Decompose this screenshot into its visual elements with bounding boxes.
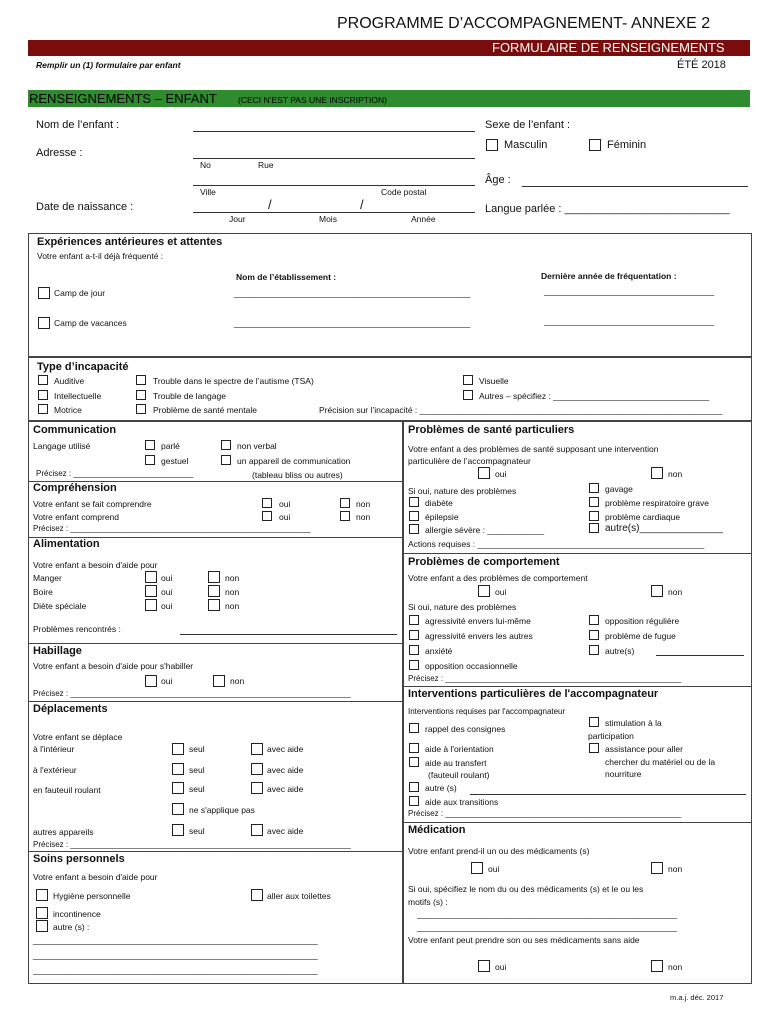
allergie-field[interactable]: allergie sévère : ____________ (425, 525, 545, 535)
langue-label[interactable]: Langue parlée : ___________________________ (485, 203, 730, 215)
stimulation-checkbox[interactable] (589, 717, 599, 727)
auditive-label: Auditive (54, 376, 85, 386)
boire-label: Boire (33, 587, 53, 597)
ville-field[interactable] (193, 185, 475, 186)
oui-label: oui (495, 469, 507, 479)
medication-line-1[interactable]: _______________________________________________________ (417, 909, 678, 919)
fauteuil-roulant-label: (fauteuil roulant) (428, 770, 490, 780)
autre-soins-checkbox[interactable] (36, 920, 48, 932)
avec-aide-label: avec aide (267, 826, 304, 836)
manger-label: Manger (33, 573, 62, 583)
autres-aide-checkbox[interactable] (251, 824, 263, 836)
epilepsie-checkbox[interactable] (409, 511, 419, 521)
seul-label: seul (189, 784, 205, 794)
tableau-label: (tableau bliss ou autres) (252, 470, 343, 480)
comportement-non-checkbox[interactable] (651, 585, 663, 597)
anxiete-checkbox[interactable] (409, 645, 419, 655)
assistance-label-3: nourriture (605, 769, 642, 779)
seul-label: seul (189, 765, 205, 775)
rue-label: Rue (258, 160, 274, 170)
comprendre-non-checkbox[interactable] (340, 498, 350, 508)
problemes-rencontres-label: Problèmes rencontrés : (33, 624, 121, 634)
experiences-question: Votre enfant a-t-il déjà fréquenté : (37, 251, 164, 261)
diabete-label: diabète (425, 498, 453, 508)
date-label: Date de naissance : (36, 201, 134, 213)
langage-label: Trouble de langage (153, 391, 226, 401)
comprendre-oui-checkbox[interactable] (262, 498, 272, 508)
diabete-checkbox[interactable] (409, 497, 419, 507)
non-verbal-checkbox[interactable] (221, 440, 231, 450)
gavage-checkbox[interactable] (589, 483, 599, 493)
nom-field[interactable] (193, 131, 475, 132)
gavage-label: gavage (605, 484, 633, 494)
slash-1: / (268, 197, 272, 212)
appareil-checkbox[interactable] (221, 455, 231, 465)
feminin-checkbox[interactable] (589, 139, 601, 151)
langage-checkbox[interactable] (136, 390, 146, 400)
oui-label: oui (161, 676, 173, 686)
langage-utilise-label: Langage utilisé (33, 441, 91, 451)
comportement-precisez-field[interactable]: Précisez : _____________________________________________________ (408, 674, 682, 683)
sante-nature: Si oui, nature des problèmes (408, 486, 517, 496)
fugue-label: problème de fugue (605, 631, 676, 641)
medication-line-2[interactable]: _______________________________________________________ (417, 922, 678, 932)
non-label: non (356, 499, 371, 509)
ne-sapplique-checkbox[interactable] (172, 803, 184, 815)
camp-vacances-checkbox[interactable] (38, 317, 50, 329)
assistance-label: assistance pour aller (605, 744, 683, 754)
masculin-checkbox[interactable] (486, 139, 498, 151)
soins-line-1[interactable]: ________________________________________________________________ (33, 936, 318, 945)
non-label: non (225, 601, 240, 611)
diete-non-checkbox[interactable] (208, 599, 220, 611)
comprehension-q2: Votre enfant comprend (33, 512, 120, 522)
avec-aide-label: avec aide (267, 744, 304, 754)
problemes-rencontres-field[interactable] (180, 634, 397, 635)
intellectuelle-checkbox[interactable] (38, 390, 48, 400)
manger-oui-checkbox[interactable] (145, 571, 157, 583)
divider (28, 701, 403, 702)
rappel-label: rappel des consignes (425, 724, 506, 734)
exterieur-seul-checkbox[interactable] (172, 763, 184, 775)
date-field[interactable] (193, 212, 475, 213)
autre-intervention-label: autre (s) (425, 783, 457, 793)
precision-incapacite-field[interactable]: Précision sur l’incapacité : ________________________________________________________________ (319, 405, 723, 415)
motrice-checkbox[interactable] (38, 404, 48, 414)
sante-non-checkbox[interactable] (651, 467, 663, 479)
soins-line-2[interactable]: ________________________________________________________________ (33, 951, 318, 960)
autres-comportement-field[interactable] (656, 655, 744, 656)
oui-label: oui (279, 512, 291, 522)
oui-label: oui (161, 587, 173, 597)
fauteuil-label: en fauteuil roulant (33, 785, 101, 795)
oui-label: oui (161, 573, 173, 583)
autre-soins-label: autre (s) : (53, 922, 90, 932)
non-label: non (668, 864, 683, 874)
agr-lui-checkbox[interactable] (409, 615, 419, 625)
ville-label: Ville (200, 187, 216, 197)
oui-label: oui (161, 601, 173, 611)
interieur-seul-checkbox[interactable] (172, 743, 184, 755)
fauteuil-aide-checkbox[interactable] (251, 782, 263, 794)
non-verbal-label: non verbal (237, 441, 277, 451)
habillage-precisez-field[interactable]: Précisez : _______________________________________________________________ (33, 689, 351, 698)
autres-seul-checkbox[interactable] (172, 824, 184, 836)
cardiaque-checkbox[interactable] (589, 511, 599, 521)
adresse-field[interactable] (193, 158, 475, 159)
boire-oui-checkbox[interactable] (145, 585, 157, 597)
deplacements-precisez-field[interactable]: Précisez : _______________________________________________________________ (33, 840, 351, 849)
opp-occ-checkbox[interactable] (409, 660, 419, 670)
age-field[interactable] (522, 186, 748, 187)
non-label: non (356, 512, 371, 522)
respiratoire-checkbox[interactable] (589, 497, 599, 507)
gestuel-label: gestuel (161, 456, 189, 466)
divider (403, 553, 752, 554)
interventions-precisez-field[interactable]: Précisez : _____________________________________________________ (408, 809, 682, 818)
comprend-oui-checkbox[interactable] (262, 511, 272, 521)
avec-aide-label: avec aide (267, 765, 304, 775)
habillage-non-checkbox[interactable] (213, 675, 225, 687)
autres-incapacite-field[interactable]: Autres – spécifiez : _________________________________ (479, 391, 710, 401)
sante-q2: particulière de l’accompagnateur (408, 456, 531, 466)
appareil-label: un appareil de communication (237, 456, 351, 466)
communication-precisez-field[interactable]: Précisez : ___________________________ (36, 469, 194, 478)
incontinence-label: incontinence (53, 909, 101, 919)
gestuel-checkbox[interactable] (145, 455, 155, 465)
camp-vacances-label: Camp de vacances (54, 318, 127, 328)
seul-label: seul (189, 744, 205, 754)
sante-mentale-label: Problème de santé mentale (153, 405, 257, 415)
medication-q2b: motifs (s) : (408, 897, 448, 907)
communication-title: Communication (33, 424, 117, 436)
transitions-label: aide aux transitions (425, 797, 499, 807)
masculin-label: Masculin (504, 139, 548, 151)
sante-oui-checkbox[interactable] (478, 467, 490, 479)
soins-intro: Votre enfant a besoin d'aide pour (33, 872, 158, 882)
interventions-title: Interventions particulières de l'accompagnateur (408, 688, 659, 700)
camp-jour-checkbox[interactable] (38, 287, 50, 299)
banner-text: FORMULAIRE DE RENSEIGNEMENTS (492, 40, 725, 55)
sante-mentale-checkbox[interactable] (136, 404, 146, 414)
exterieur-label: à l'extérieur (33, 765, 77, 775)
parle-checkbox[interactable] (145, 440, 155, 450)
opp-occ-label: opposition occasionnelle (425, 661, 518, 671)
allergie-checkbox[interactable] (409, 524, 419, 534)
interventions-intro: Interventions requises par l'accompagnateur (408, 707, 566, 716)
experiences-title: Expériences antérieures et attentes (37, 236, 223, 248)
comprehension-precisez-field[interactable]: Précisez : ______________________________________________________ (33, 524, 311, 533)
footer-update: m.a.j. déc. 2017 (670, 993, 724, 1002)
transfert-label: aide au transfert (425, 758, 487, 768)
assistance-checkbox[interactable] (589, 743, 599, 753)
hygiene-label: Hygiène personnelle (53, 891, 131, 901)
cardiaque-label: problème cardiaque (605, 512, 681, 522)
autres-incapacite-checkbox[interactable] (463, 390, 473, 400)
camp-jour-etab-field[interactable]: __________________________________________________ (234, 288, 471, 298)
oui-label: oui (495, 587, 507, 597)
interieur-label: à l'intérieur (33, 744, 75, 754)
jour-label: Jour (229, 214, 246, 224)
section-title-enfant: RENSEIGNEMENTS – ENFANT (29, 91, 217, 106)
toilettes-checkbox[interactable] (251, 889, 263, 901)
visuelle-checkbox[interactable] (463, 375, 473, 385)
divider (28, 643, 403, 644)
manger-non-checkbox[interactable] (208, 571, 220, 583)
sante-q1: Votre enfant a des problèmes de santé supposant une intervention (408, 444, 659, 454)
auditive-checkbox[interactable] (38, 375, 48, 385)
form-title: PROGRAMME D’ACCOMPAGNEMENT- ANNEXE 2 (337, 15, 711, 32)
habillage-title: Habillage (33, 645, 82, 657)
autres-comportement-checkbox[interactable] (589, 645, 599, 655)
camp-vacances-annee-field[interactable]: ____________________________________ (544, 316, 715, 326)
diete-label: Diète spéciale (33, 601, 87, 611)
anxiete-label: anxiété (425, 646, 453, 656)
non-label: non (225, 587, 240, 597)
medication-q1: Votre enfant prend-il un ou des médicaments (s) (408, 846, 590, 856)
code-postal-label: Code postal (381, 187, 427, 197)
divider (403, 822, 752, 823)
soins-line-3[interactable]: ________________________________________________________________ (33, 966, 318, 975)
assistance-label-2: chercher du matériel ou de la (605, 757, 716, 767)
opp-reg-label: opposition régulière (605, 616, 680, 626)
transitions-checkbox[interactable] (409, 796, 419, 806)
section-note: (CECI N’EST PAS UNE INSCRIPTION) (238, 95, 387, 105)
mois-label: Mois (319, 214, 337, 224)
comprehension-q1: Votre enfant se fait comprendre (33, 499, 152, 509)
autre-intervention-field[interactable] (470, 794, 746, 795)
orientation-checkbox[interactable] (409, 743, 419, 753)
agr-lui-label: agressivité envers lui-même (425, 616, 531, 626)
alimentation-intro: Votre enfant a besoin d'aide pour (33, 560, 158, 570)
incapacite-title: Type d’incapacité (37, 361, 129, 373)
fugue-checkbox[interactable] (589, 630, 599, 640)
orientation-label: aide à l'orientation (425, 744, 494, 754)
toilettes-label: aller aux toilettes (267, 891, 331, 901)
autres-appareils-label: autres appareils (33, 827, 94, 837)
slash-2: / (360, 197, 364, 212)
epilepsie-label: épilepsie (425, 512, 459, 522)
divider (403, 686, 752, 687)
boire-non-checkbox[interactable] (208, 585, 220, 597)
autres-sante-field[interactable]: autre(s)_______________ (605, 523, 723, 534)
actions-requises-field[interactable]: Actions requises : ________________________________________________ (408, 539, 705, 549)
rappel-checkbox[interactable] (409, 723, 419, 733)
comportement-nature: Si oui, nature des problèmes (408, 602, 517, 612)
agr-autres-checkbox[interactable] (409, 630, 419, 640)
medication-oui-checkbox[interactable] (471, 862, 483, 874)
sante-title: Problèmes de santé particuliers (408, 424, 575, 436)
medication-q2a: Si oui, spécifiez le nom du ou des médicaments (s) et le ou les (408, 884, 644, 894)
fauteuil-seul-checkbox[interactable] (172, 782, 184, 794)
respiratoire-label: problème respiratoire grave (605, 498, 709, 508)
opp-reg-checkbox[interactable] (589, 615, 599, 625)
medication-non-checkbox[interactable] (651, 862, 663, 874)
stimulation-label: stimulation à la (605, 718, 662, 728)
camp-jour-annee-field[interactable]: ____________________________________ (544, 286, 715, 296)
autres-sante-checkbox[interactable] (589, 523, 599, 533)
annee-label: Année (411, 214, 436, 224)
camp-jour-label: Camp de jour (54, 288, 106, 298)
seul-label: seul (189, 826, 205, 836)
diete-oui-checkbox[interactable] (145, 599, 157, 611)
divider (28, 851, 403, 852)
deplacements-intro: Votre enfant se déplace (33, 732, 123, 742)
deplacements-title: Déplacements (33, 703, 108, 715)
motrice-label: Motrice (54, 405, 82, 415)
visuelle-label: Visuelle (479, 376, 509, 386)
participation-label: participation (588, 731, 634, 741)
ne-sapplique-label: ne s'applique pas (189, 805, 255, 815)
comprehension-title: Compréhension (33, 482, 117, 494)
parle-label: parlé (161, 441, 180, 451)
tsa-label: Trouble dans le spectre de l’autisme (TSA) (153, 376, 314, 386)
avec-aide-label: avec aide (267, 784, 304, 794)
incontinence-checkbox[interactable] (36, 907, 48, 919)
habillage-oui-checkbox[interactable] (145, 675, 157, 687)
autres-comportement-label: autre(s) (605, 646, 635, 656)
autre-intervention-checkbox[interactable] (409, 782, 419, 792)
comportement-q: Votre enfant a des problèmes de comportement (408, 573, 588, 583)
comportement-oui-checkbox[interactable] (478, 585, 490, 597)
season-label: ÉTÉ 2018 (677, 59, 726, 71)
habillage-intro: Votre enfant a besoin d'aide pour s'habiller (33, 661, 194, 671)
intellectuelle-label: Intellectuelle (54, 391, 102, 401)
alimentation-title: Alimentation (33, 538, 100, 550)
comprend-non-checkbox[interactable] (340, 511, 350, 521)
medication-q3: Votre enfant peut prendre son ou ses médicaments sans aide (408, 935, 640, 945)
oui-label: oui (495, 962, 507, 972)
hygiene-checkbox[interactable] (36, 889, 48, 901)
non-label: non (668, 587, 683, 597)
transfert-checkbox[interactable] (409, 757, 419, 767)
non-label: non (668, 962, 683, 972)
comportement-title: Problèmes de comportement (408, 556, 560, 568)
instruction-text: Remplir un (1) formulaire par enfant (36, 60, 181, 70)
medication-title: Médication (408, 824, 466, 836)
sexe-label: Sexe de l’enfant : (485, 119, 571, 131)
tsa-checkbox[interactable] (136, 375, 146, 385)
oui-label: oui (488, 864, 500, 874)
non-label: non (668, 469, 683, 479)
col-derniere-annee: Dernière année de fréquentation : (541, 271, 677, 281)
camp-vacances-etab-field[interactable]: __________________________________________________ (234, 318, 471, 328)
col-etablissement: Nom de l’établissement : (236, 272, 337, 282)
non-label: non (230, 676, 245, 686)
agr-autres-label: agressivité envers les autres (425, 631, 533, 641)
soins-title: Soins personnels (33, 853, 125, 865)
oui-label: oui (279, 499, 291, 509)
age-label: Âge : (485, 174, 511, 186)
sans-aide-oui-checkbox[interactable] (478, 960, 490, 972)
sans-aide-non-checkbox[interactable] (651, 960, 663, 972)
exterieur-aide-checkbox[interactable] (251, 763, 263, 775)
interieur-aide-checkbox[interactable] (251, 743, 263, 755)
feminin-label: Féminin (607, 139, 647, 151)
non-label: non (225, 573, 240, 583)
adresse-label: Adresse : (36, 147, 83, 159)
nom-label: Nom de l’enfant : (36, 119, 120, 131)
no-label: No (200, 160, 211, 170)
